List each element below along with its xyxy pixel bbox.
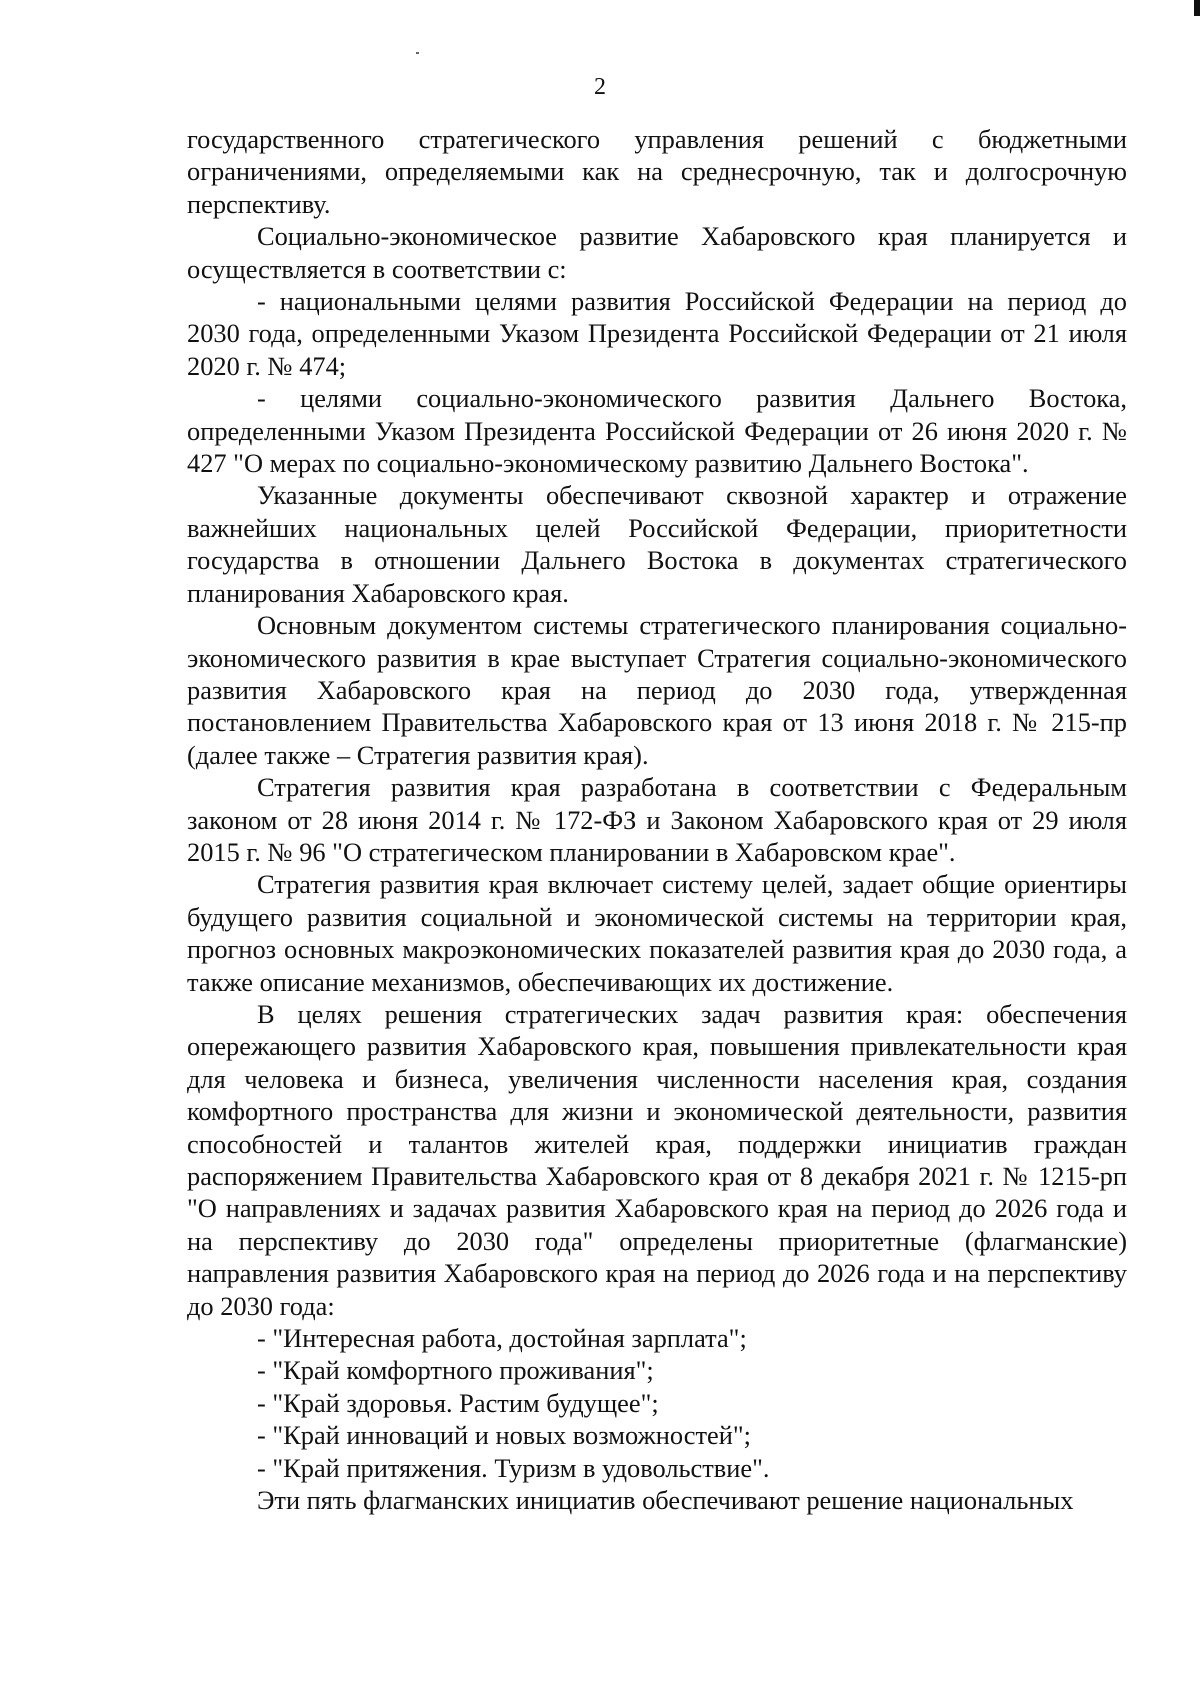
list-item-initiative: - "Край инноваций и новых возможностей"; [257, 1420, 751, 1451]
paragraph-development-basis: Социально-экономическое развитие Хабаровского края планируется и осуществляется в соответствии с: [187, 221, 1127, 284]
paragraph-strategy-content: Стратегия развития края включает систему целей, задает общие ориентиры будущего развития социальной и экономической системы на территории края, прогноз основных макроэкономических показателей развития края до 2030 года, а также описание механизмов, обеспечивающих их достижение. [187, 869, 1127, 997]
paragraph-intro-continuation: государственного стратегического управления решений с бюджетными ограничениями, определяемыми как на среднесрочную, так и долгосрочную перспективу. [187, 124, 1127, 219]
list-item-initiative: - "Край здоровья. Растим будущее"; [257, 1387, 659, 1418]
body-text [187, 123, 1127, 1516]
paragraph-main-strategy: Основным документом системы стратегического планирования социально-экономического развития в крае выступает Стратегия социально-экономического развития Хабаровского края на период до 2030 года, утвержденная постановлением Правительства Хабаровского края от 13 июня 2018 г. № 215-пр (далее также – Стратегия развития края). [187, 610, 1127, 770]
list-item-initiative: - "Край притяжения. Туризм в удовольствие". [257, 1452, 770, 1483]
paragraph-initiatives-summary: Эти пять флагманских инициатив обеспечивают решение национальных [257, 1485, 1074, 1516]
list-item-initiative: - "Край комфортного проживания"; [257, 1355, 654, 1386]
list-item-far-east-goals: - целями социально-экономического развития Дальнего Востока, определенными Указом Президента Российской Федерации от 26 июня 2020 г. № 427 "О мерах по социально-экономическому развитию Дальнего Востока". [187, 383, 1127, 479]
paragraph-strategic-tasks: В целях решения стратегических задач развития края: обеспечения опережающего развития Хабаровского края, повышения привлекательности края для человека и бизнеса, увеличения численности населения края, создания комфортного пространства для жизни и экономической деятельности, развития способностей и талантов жителей края, поддержки инициатив граждан распоряжением Правительства Хабаровского края от 8 декабря 2021 г. № 1215-рп "О направлениях и задачах развития Хабаровского края на период до 2026 года и на перспективу до 2030 года" определены приоритетные (флагманские) направления развития Хабаровского края на период до 2026 года и на перспективу до 2030 года: [187, 998, 1127, 1321]
scan-edge-mark [1194, 0, 1200, 16]
page-number: 2 [594, 74, 606, 100]
list-item-initiative: - "Интересная работа, достойная зарплата"; [257, 1323, 747, 1354]
scan-dust-dot [416, 52, 419, 54]
list-item-national-goals: - национальными целями развития Российской Федерации на период до 2030 года, определенными Указом Президента Российской Федерации от 21 июля 2020 г. № 474; [187, 286, 1127, 381]
paragraph-documents-role: Указанные документы обеспечивают сквозной характер и отражение важнейших национальных целей Российской Федерации, приоритетности государства в отношении Дальнего Востока в документах стратегического планирования Хабаровского края. [187, 480, 1127, 608]
paragraph-strategy-legal-basis: Стратегия развития края разработана в соответствии с Федеральным законом от 28 июня 2014 г. № 172-ФЗ и Законом Хабаровского края от 29 июля 2015 г. № 96 "О стратегическом планировании в Хабаровском крае". [187, 772, 1127, 867]
